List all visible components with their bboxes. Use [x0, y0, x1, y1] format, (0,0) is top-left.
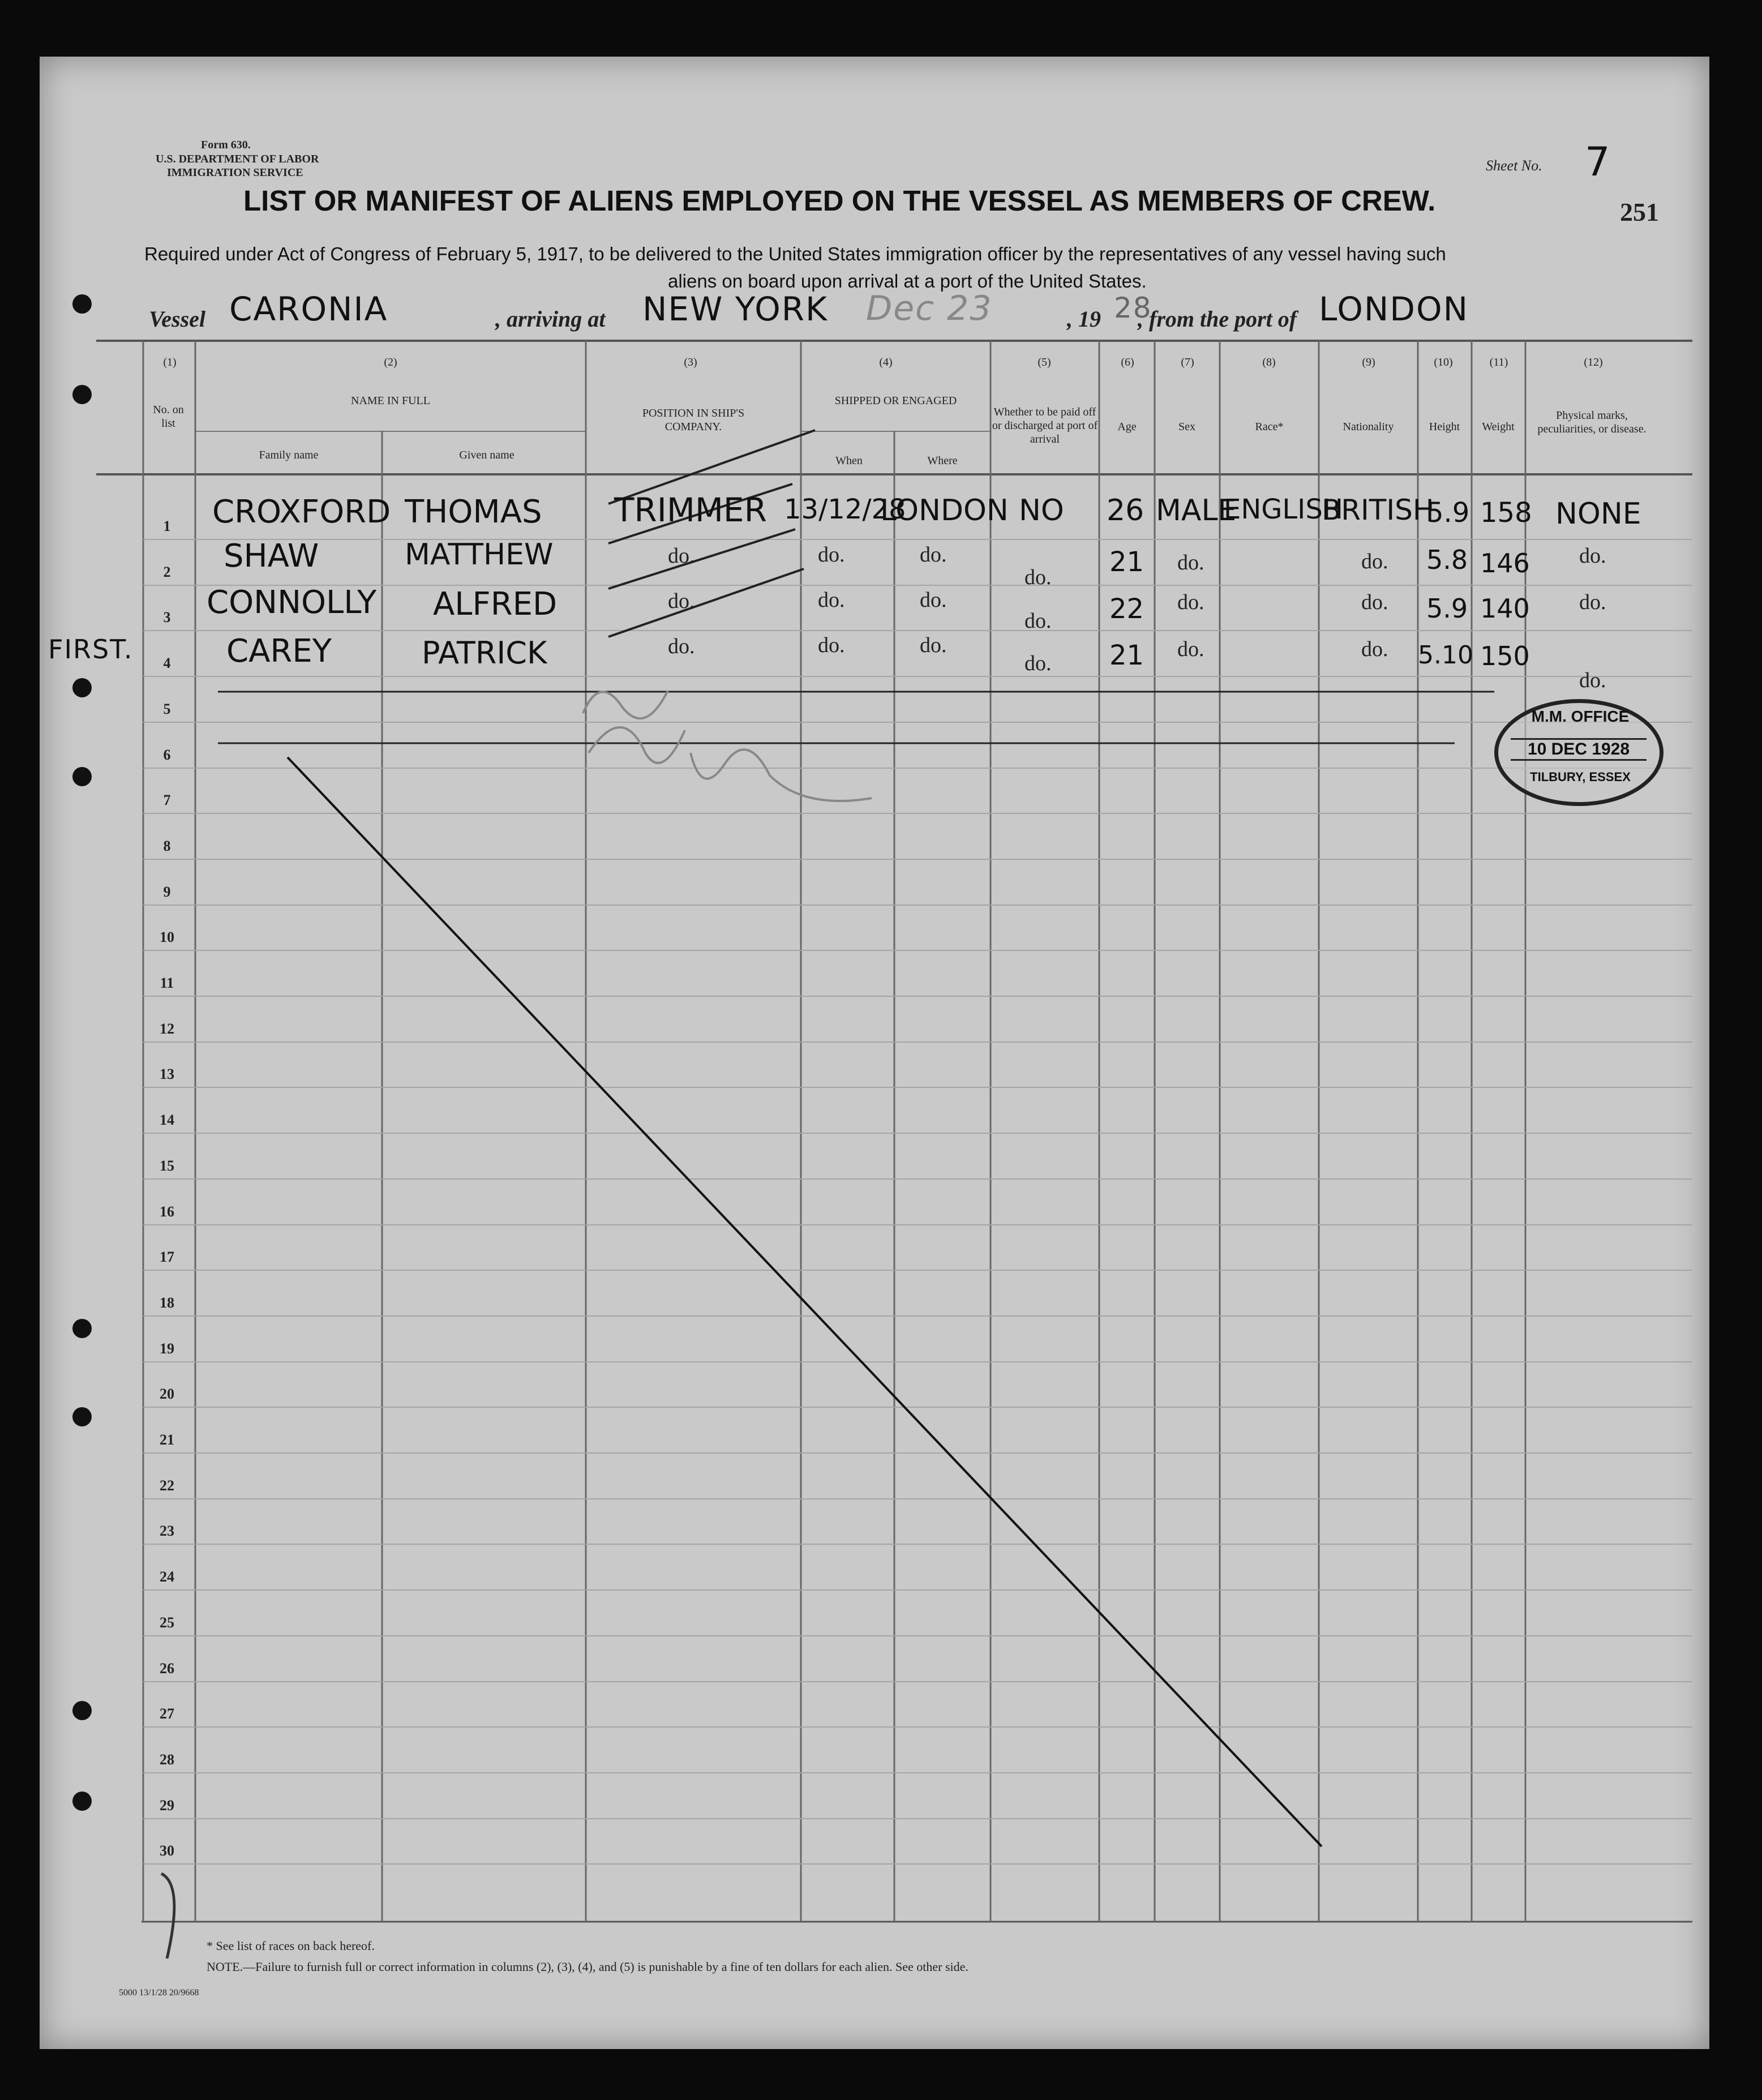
- arrival-year: 28: [1114, 292, 1152, 324]
- row-4-age: 21: [1109, 640, 1144, 671]
- header-weight: Weight: [1482, 421, 1515, 433]
- punch-hole: [72, 1407, 92, 1426]
- row-1-sex: MALE: [1156, 494, 1237, 528]
- header-family-name: Family name: [259, 449, 319, 461]
- row-4-when: do.: [818, 633, 845, 657]
- col-number-4: (4): [879, 356, 893, 368]
- row-2-when: do.: [818, 543, 845, 567]
- row-1-weight: 158: [1480, 497, 1532, 529]
- header-race: Race*: [1255, 421, 1284, 433]
- row-4-physical: do.: [1579, 668, 1606, 692]
- header-no-on-list: No. on list: [153, 404, 184, 430]
- row-number: 4: [163, 655, 171, 671]
- col-number-1: (1): [163, 356, 177, 368]
- col-number-6: (6): [1121, 356, 1134, 368]
- header-shipped-or-engaged: SHIPPED OR ENGAGED: [834, 395, 957, 407]
- punch-hole: [72, 678, 92, 697]
- arrival-port: NEW YORK: [642, 290, 829, 328]
- sheet-number: 7: [1585, 139, 1611, 185]
- row-number: 2: [163, 564, 171, 580]
- punch-hole: [72, 385, 92, 404]
- col-number-3: (3): [684, 356, 697, 368]
- row-1-where: LONDON: [880, 494, 1009, 528]
- row-3-age: 22: [1109, 593, 1144, 625]
- office-stamp: [1494, 699, 1664, 806]
- service-name: IMMIGRATION SERVICE: [167, 166, 303, 179]
- row-1-when: 13/12/28: [784, 494, 906, 525]
- row-number: 11: [160, 975, 174, 991]
- row-number: 19: [160, 1340, 174, 1357]
- stamp-top-text: M.M. OFFICE: [1531, 708, 1630, 725]
- vessel-label: Vessel: [149, 306, 205, 332]
- arriving-label: , arriving at: [495, 306, 606, 332]
- header-where: Where: [927, 455, 958, 467]
- header-height: Height: [1429, 421, 1460, 433]
- row-number: 7: [163, 792, 171, 808]
- departure-port: LONDON: [1319, 290, 1469, 328]
- row-4-sex: do.: [1177, 637, 1204, 661]
- row-number: 27: [160, 1705, 174, 1722]
- row-4-given-name: PATRICK: [422, 635, 547, 671]
- page-subtitle-line-1: Required under Act of Congress of February 5, 1917, to be delivered to the United States immigration officer by the representatives of any vessel having such: [144, 243, 1446, 264]
- row-number: 10: [160, 929, 174, 945]
- row-4-nationality: do.: [1361, 637, 1388, 661]
- row-number: 25: [160, 1614, 174, 1631]
- col-number-2: (2): [384, 356, 397, 368]
- footer-printer-code: 5000 13/1/28 20/9668: [119, 1988, 199, 1998]
- margin-note: FIRST.: [48, 634, 134, 665]
- row-1-paid-off: NO: [1019, 494, 1064, 528]
- year-label: , 19: [1067, 306, 1101, 332]
- page-title: LIST OR MANIFEST OF ALIENS EMPLOYED ON THE VESSEL AS MEMBERS OF CREW.: [243, 185, 1436, 217]
- row-4-where: do.: [920, 633, 947, 657]
- col-number-10: (10): [1434, 356, 1453, 368]
- row-3-family-name: CONNOLLY: [207, 584, 377, 621]
- row-3-given-name: ALFRED: [433, 586, 558, 623]
- row-number: 24: [160, 1568, 174, 1585]
- row-number: 28: [160, 1751, 174, 1768]
- row-3-position: do.: [668, 589, 695, 613]
- row-3-paid-off: do.: [1024, 609, 1052, 633]
- department-name: U.S. DEPARTMENT OF LABOR: [156, 153, 319, 165]
- arrival-date: Dec 23: [866, 289, 993, 328]
- from-port-label: , from the port of: [1138, 306, 1297, 332]
- punch-hole: [72, 294, 92, 314]
- row-number: 8: [163, 838, 171, 854]
- row-number: 23: [160, 1523, 174, 1539]
- vessel-name: CARONIA: [229, 290, 388, 328]
- row-number: 21: [160, 1432, 174, 1448]
- header-physical-marks: Physical marks, peculiarities, or disease.: [1537, 409, 1647, 435]
- row-2-where: do.: [920, 543, 947, 567]
- punch-hole: [72, 1319, 92, 1338]
- row-2-weight: 146: [1480, 548, 1530, 578]
- row-4-height: 5.10: [1418, 641, 1473, 670]
- row-4-position: do.: [668, 635, 695, 658]
- row-1-nationality: BRITISH: [1322, 494, 1434, 526]
- row-2-physical: do.: [1579, 544, 1606, 568]
- row-3-sex: do.: [1177, 590, 1204, 614]
- row-number: 29: [160, 1797, 174, 1814]
- row-number: 12: [160, 1021, 174, 1037]
- row-1-given-name: THOMAS: [405, 494, 542, 530]
- row-number: 13: [160, 1066, 174, 1082]
- col-number-5: (5): [1038, 356, 1051, 368]
- form-number: Form 630.: [201, 139, 251, 151]
- row-3-where: do.: [920, 588, 947, 612]
- row-number: 5: [163, 701, 171, 717]
- stamp-bottom-text: TILBURY, ESSEX: [1530, 770, 1631, 784]
- footer-races-note: * See list of races on back hereof.: [207, 1939, 375, 1953]
- row-number: 26: [160, 1660, 174, 1677]
- row-2-age: 21: [1109, 546, 1144, 578]
- stamp-date: 10 DEC 1928: [1511, 738, 1647, 761]
- row-3-physical: do.: [1579, 590, 1606, 614]
- row-number: 16: [160, 1203, 174, 1220]
- row-number: 9: [163, 884, 171, 900]
- row-1-family-name: CROXFORD: [212, 494, 391, 530]
- row-2-given-name: MATTHEW: [405, 538, 554, 572]
- row-2-position: do.: [668, 544, 695, 568]
- punch-hole: [72, 767, 92, 786]
- row-1-position: TRIMMER: [614, 491, 767, 529]
- row-2-height: 5.8: [1426, 545, 1468, 575]
- row-number: 20: [160, 1386, 174, 1402]
- row-4-weight: 150: [1480, 641, 1530, 671]
- row-2-sex: do.: [1177, 551, 1204, 575]
- header-sex: Sex: [1178, 421, 1195, 433]
- row-3-nationality: do.: [1361, 590, 1388, 614]
- header-paid-off: Whether to be paid off or discharged at port of arrival: [992, 406, 1098, 445]
- header-given-name: Given name: [459, 449, 515, 461]
- row-number: 14: [160, 1112, 174, 1128]
- row-4-family-name: CAREY: [226, 633, 332, 670]
- header-when: When: [835, 455, 863, 467]
- row-number: 18: [160, 1295, 174, 1311]
- header-name-in-full: NAME IN FULL: [351, 395, 430, 407]
- row-number: 15: [160, 1158, 174, 1174]
- row-3-height: 5.9: [1426, 593, 1468, 624]
- row-1-physical: NONE: [1555, 497, 1641, 531]
- header-nationality: Nationality: [1343, 421, 1394, 433]
- col-number-7: (7): [1181, 356, 1194, 368]
- page-number: 251: [1620, 198, 1659, 226]
- row-number: 6: [163, 747, 171, 763]
- row-number: 17: [160, 1249, 174, 1265]
- row-1-age: 26: [1107, 494, 1144, 528]
- col-number-9: (9): [1362, 356, 1375, 368]
- footer-penalty-note: NOTE.—Failure to furnish full or correct information in columns (2), (3), (4), and (5) is punishable by a fine of ten dollars for each alien. See other side.: [207, 1960, 968, 1974]
- row-2-nationality: do.: [1361, 550, 1388, 573]
- page-subtitle-line-2: aliens on board upon arrival at a port of the United States.: [668, 271, 1147, 292]
- row-1-height: 5.9: [1426, 497, 1470, 529]
- row-3-when: do.: [818, 588, 845, 612]
- row-2-paid-off: do.: [1024, 565, 1052, 589]
- row-3-weight: 140: [1480, 593, 1530, 624]
- sheet-label: Sheet No.: [1486, 157, 1542, 174]
- row-1-race: ENGLISH: [1224, 494, 1343, 525]
- row-4-paid-off: do.: [1024, 652, 1052, 675]
- row-number: 30: [160, 1842, 174, 1859]
- col-number-12: (12): [1584, 356, 1603, 368]
- row-number: 22: [160, 1477, 174, 1494]
- col-number-8: (8): [1262, 356, 1276, 368]
- row-number: 1: [163, 518, 171, 534]
- header-age: Age: [1117, 421, 1137, 433]
- punch-hole: [72, 1701, 92, 1720]
- punch-hole: [72, 1792, 92, 1811]
- row-number: 3: [163, 609, 171, 625]
- col-number-11: (11): [1489, 356, 1508, 368]
- header-position: POSITION IN SHIP'S COMPANY.: [642, 407, 745, 433]
- row-2-family-name: SHAW: [224, 538, 319, 575]
